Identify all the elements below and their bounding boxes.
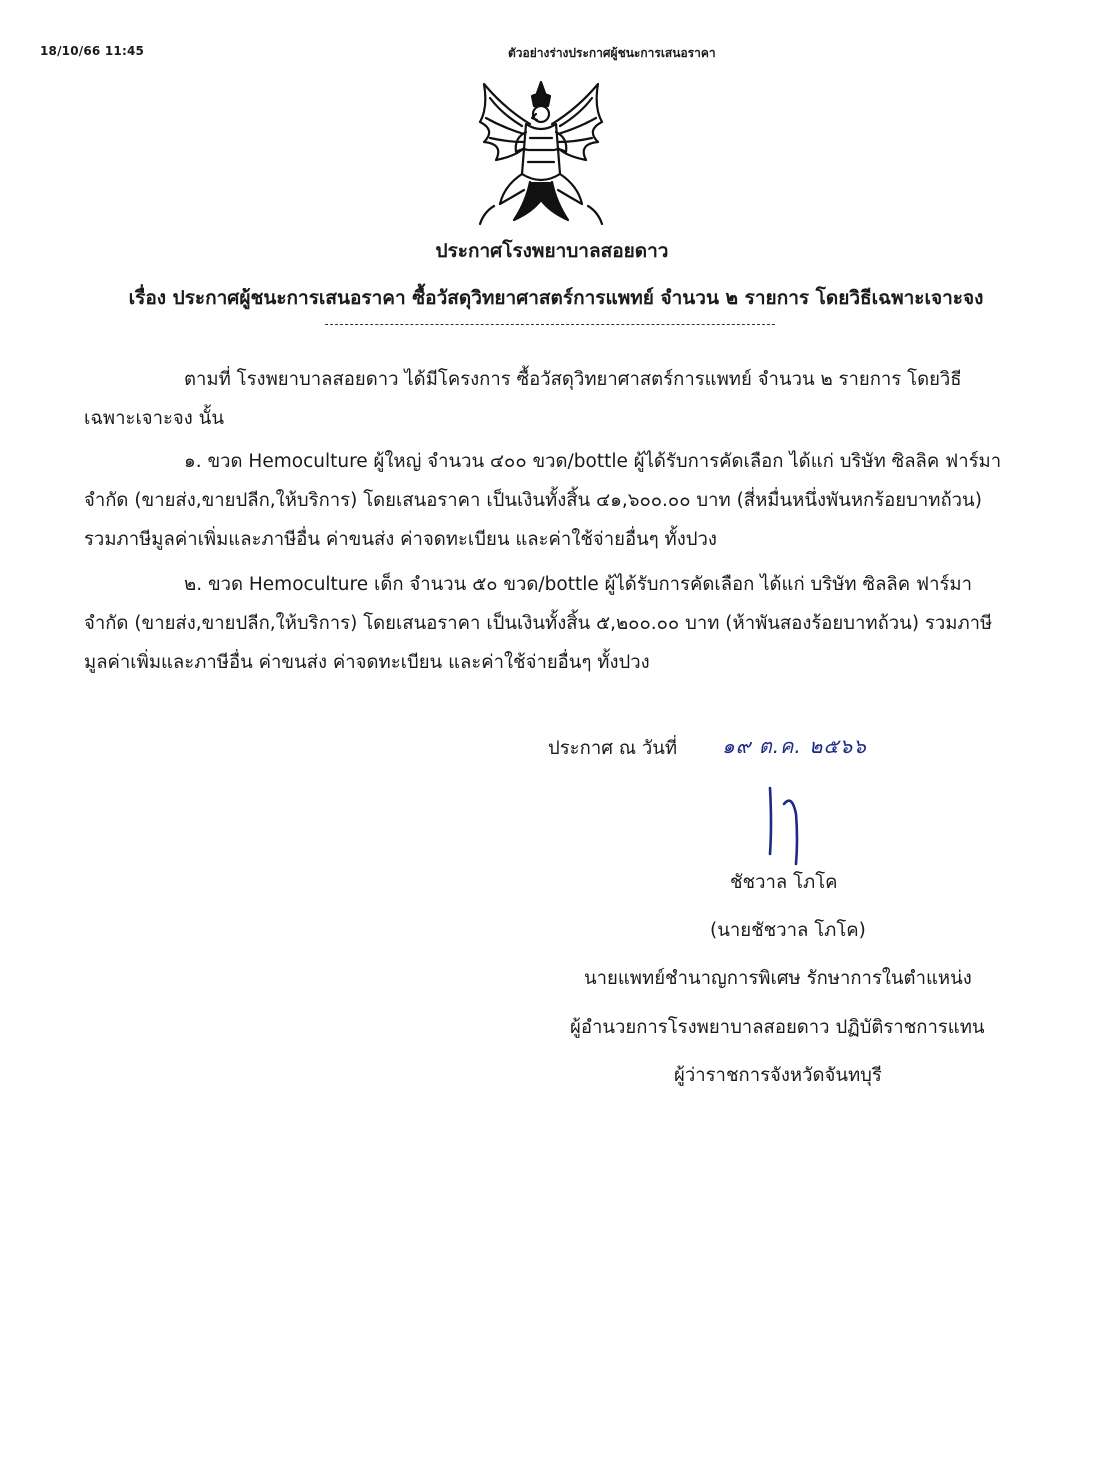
handwritten-date: ๑๙ ต.ค. ๒๕๖๖	[722, 734, 867, 758]
announcement-title: ประกาศโรงพยาบาลสอยดาว	[435, 240, 669, 262]
signer-position-3: ผู้ว่าราชการจังหวัดจันทบุรี	[674, 1065, 882, 1086]
signer-name: ชัชวาล โภโค	[730, 872, 838, 893]
announce-date-label: ประกาศ ณ วันที่	[548, 738, 678, 759]
announcement-subject: เรื่อง ประกาศผู้ชนะการเสนอราคา ซื้อวัสดุวิทยาศาสตร์การแพทย์ จำนวน ๒ รายการ โดยวิธีเฉพาะเจาะจง	[128, 287, 984, 309]
item-2-paragraph: ๒. ขวด Hemoculture เด็ก จำนวน ๕๐ ขวด/bottle ผู้ได้รับการคัดเลือก ได้แก่ บริษัท ซิลลิค ฟาร์มา จำกัด (ขายส่ง,ขายปลีก,ให้บริการ) โดยเสนอราคา เป็นเงินทั้งสิ้น ๕,๒๐๐.๐๐ บาท (ห้าพันสองร้อยบาทถ้วน) รวมภาษีมูลค่าเพิ่มและภาษีอื่น ค่าขนส่ง ค่าจดทะเบียน และค่าใช้จ่ายอื่นๆ ทั้งปวง	[84, 574, 993, 673]
garuda-emblem-icon	[474, 78, 608, 230]
signer-position-2: ผู้อำนวยการโรงพยาบาลสอยดาว ปฏิบัติราชการแทน	[570, 1017, 985, 1038]
signer-position-1: นายแพทย์ชำนาญการพิเศษ รักษาการในตำแหน่ง	[584, 968, 972, 989]
draft-label: ตัวอย่างร่างประกาศผู้ชนะการเสนอราคา	[508, 46, 716, 60]
intro-paragraph: ตามที่ โรงพยาบาลสอยดาว ได้มีโครงการ ซื้อวัสดุวิทยาศาสตร์การแพทย์ จำนวน ๒ รายการ โดยวิธีเฉพาะเจาะจง นั้น	[84, 369, 962, 429]
print-datetime: 18/10/66 11:45	[40, 44, 145, 58]
signer-full-name: (นายชัชวาล โภโค)	[710, 920, 866, 941]
dashed-divider	[325, 324, 775, 325]
handwritten-signature-icon	[762, 784, 808, 868]
item-1-paragraph: ๑. ขวด Hemoculture ผู้ใหญ่ จำนวน ๔๐๐ ขวด/bottle ผู้ได้รับการคัดเลือก ได้แก่ บริษัท ซิลลิค ฟาร์มา จำกัด (ขายส่ง,ขายปลีก,ให้บริการ) โดยเสนอราคา เป็นเงินทั้งสิ้น ๔๑,๖๐๐.๐๐ บาท (สี่หมื่นหนึ่งพันหกร้อยบาทถ้วน) รวมภาษีมูลค่าเพิ่มและภาษีอื่น ค่าขนส่ง ค่าจดทะเบียน และค่าใช้จ่ายอื่นๆ ทั้งปวง	[84, 451, 1002, 550]
